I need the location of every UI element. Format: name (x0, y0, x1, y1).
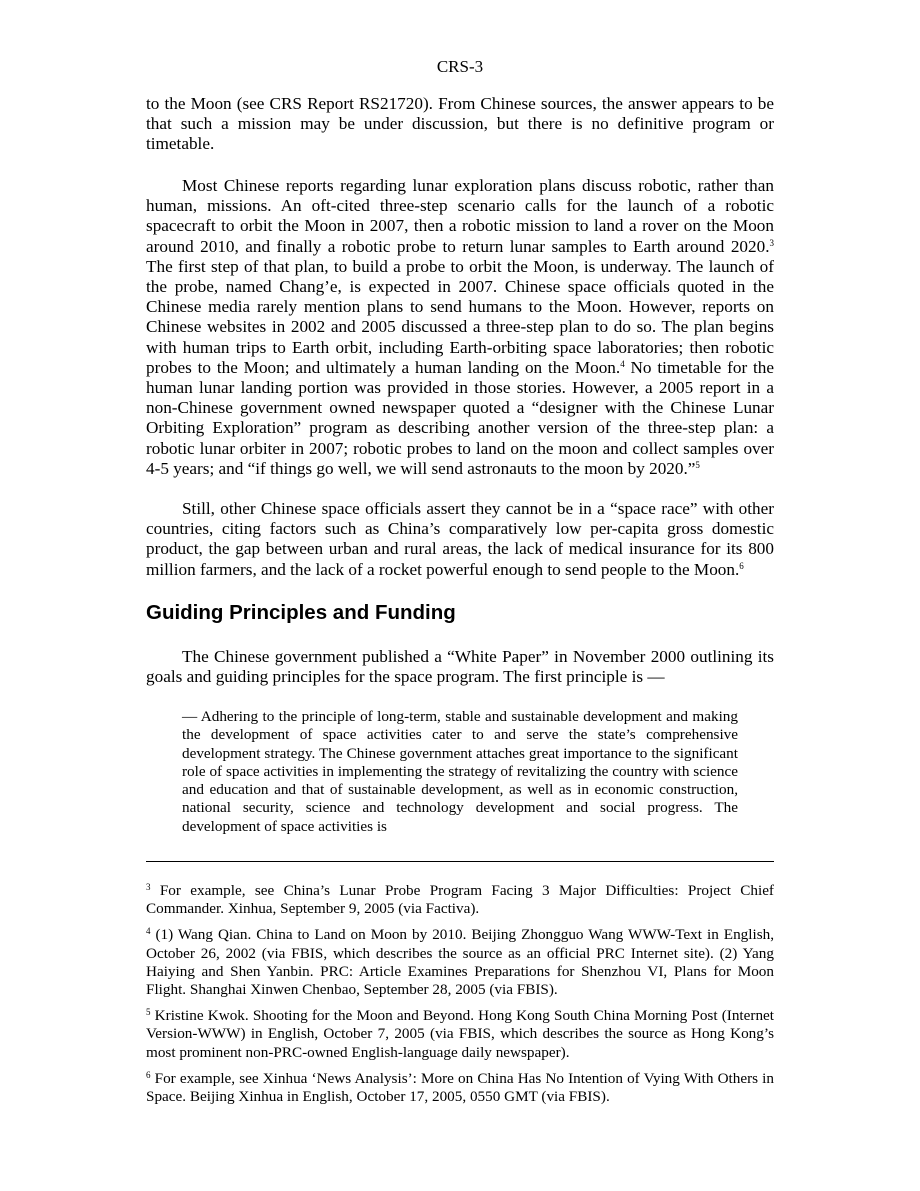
footnote-ref-4[interactable]: 4 (620, 358, 625, 369)
paragraph-4: The Chinese government published a “White Paper” in November 2000 outlining its goals and guiding principles for the space program. The first principle is — (146, 647, 774, 687)
paragraph-1: to the Moon (see CRS Report RS21720). From Chinese sources, the answer appears to be that such a mission may be under discussion, but there is no definitive program or timetable. (146, 94, 774, 154)
footnote-ref-3[interactable]: 3 (769, 237, 774, 248)
footnote-text: For example, see China’s Lunar Probe Program Facing 3 Major Difficulties: Project Chief Commander. Xinhua, September 9, 2005 (via Factiva). (146, 882, 774, 918)
footnote-text: Kristine Kwok. Shooting for the Moon and Beyond. Hong Kong South China Morning Post (Internet Version-WWW) in English, October 7, 2005 (via FBIS, which describes the source as Hong Kong’s most prominent non-PRC-owned English-language daily newspaper). (146, 1007, 774, 1061)
footnote-3 (146, 882, 774, 918)
paragraph-3: Still, other Chinese space officials assert they cannot be in a “space race” with other countries, citing factors such as China’s comparatively low per-capita gross domestic product, the gap between urban and rural areas, the lack of medical insurance for its 800 million farmers, and the lack of a rocket powerful enough to send people to the Moon. (146, 499, 774, 579)
footnote-ref-5[interactable]: 5 (695, 459, 700, 470)
footnote-ref-6[interactable]: 6 (739, 560, 744, 571)
block-quote (182, 708, 738, 836)
paragraph-2-part-c: No timetable for the human lunar landing portion was provided in those stories. However, a 2005 report in a non-Chinese government owned newspaper quoted a “designer with the Chinese Lunar Orbiting Exploration” program as describing another version of the three-step plan: a robotic lunar orbiter in 2007; robotic probes to land on the moon and collect samples over 4-5 years; and “if things go well, we will send astronauts to the moon by 2020.” (146, 357, 775, 478)
paragraph-continuation (146, 94, 774, 155)
paragraph-white-paper (146, 647, 774, 687)
paragraph-2-part-b: The first step of that plan, to build a probe to orbit the Moon, is underway. The launch of the probe, named Chang’e, is expected in 2007. Chinese space officials quoted in the Chinese media rarely mention plans to send humans to the Moon. However, reports on Chinese websites in 2002 and 2005 discussed a three-step plan to do so. The plan begins with human trips to Earth orbit, including Earth-orbiting space laboratories; then robotic probes to the Moon; and ultimately a human landing on the Moon. (146, 256, 774, 377)
page-header: CRS-3 (436, 57, 484, 76)
footnote-5 (146, 1007, 774, 1062)
footnote-number: 5 (146, 1007, 151, 1018)
quote-text: — Adhering to the principle of long-term, stable and sustainable development and making the development of space activities cater to and serve the state’s comprehensive development strategy. The Chinese government attaches great importance to the significant role of space activities in implementing the strategy of revitalizing the country with science and education and that of sustainable development, as well as in economic construction, national security, science and technology development and social progress. The development of space activities is (182, 708, 738, 835)
footnote-number: 6 (146, 1069, 151, 1080)
footnote-text: For example, see Xinhua ‘News Analysis’: More on China Has No Intention of Vying With Others in Space. Beijing Xinhua in English, October 17, 2005, 0550 GMT (via FBIS). (146, 1069, 774, 1106)
footnote-4 (146, 926, 774, 999)
footnotes (146, 882, 774, 1114)
paragraph-space-race (146, 499, 774, 580)
footnote-text: (1) Wang Qian. China to Land on Moon by 2010. Beijing Zhongguo Wang WWW-Text in English, October 26, 2002 (via FBIS, which describes the source as an official PRC Internet site). (2) Yang Haiying and Shen Yanbin. PRC: Article Examines Preparations for Shenzhou VI, Plans for Moon Flight. Shanghai Xinwen Chenbao, September 28, 2005 (via FBIS). (146, 926, 774, 999)
footnote-number: 3 (146, 882, 151, 892)
footnote-divider (146, 861, 774, 862)
footnote-6 (146, 1070, 774, 1106)
paragraph-2-part-a: Most Chinese reports regarding lunar exploration plans discuss robotic, rather than human, missions. An oft-cited three-step scenario calls for the launch of a robotic spacecraft to orbit the Moon in 2007, then a robotic mission to land a rover on the Moon around 2010, and finally a robotic probe to return lunar samples to Earth around 2020. (146, 176, 774, 256)
section-heading: Guiding Principles and Funding (146, 601, 456, 624)
footnote-number: 4 (146, 926, 151, 937)
paragraph-lunar-plans (146, 176, 774, 479)
